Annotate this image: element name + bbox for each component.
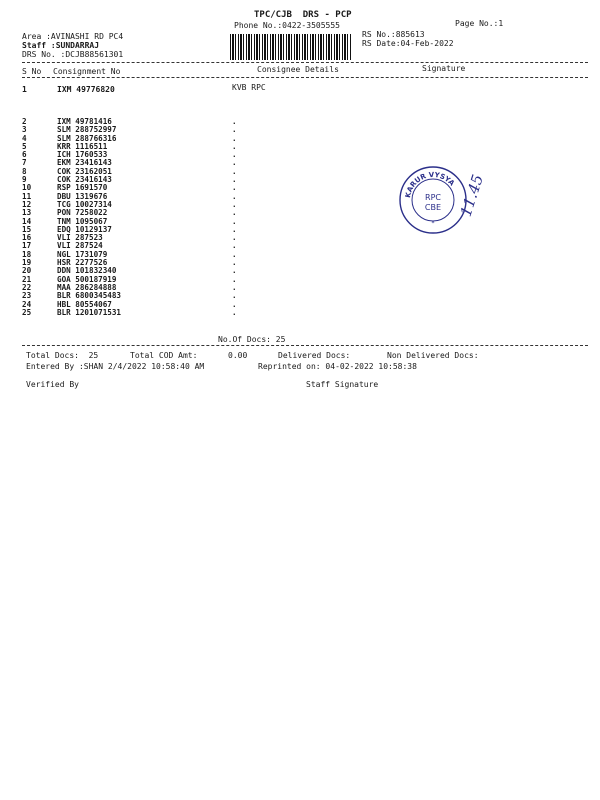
row-sno: 25 <box>22 307 32 317</box>
rs-date: RS Date:04-Feb-2022 <box>362 39 454 48</box>
row-consignment: BLR 6800345483 <box>57 291 122 301</box>
row-sno: 23 <box>22 291 32 301</box>
drs-number: DRS No. :DCJB88561301 <box>22 50 124 59</box>
row-consignment: RSP 1691570 <box>57 183 108 193</box>
row-sno: 8 <box>22 166 27 176</box>
row-sno: 11 <box>22 191 32 201</box>
row-consignment: VLI 287523 <box>57 233 103 243</box>
row-sno: 17 <box>22 241 32 251</box>
row-consignment: SLM 288752997 <box>57 125 117 135</box>
stamp-middle-2: CBE <box>424 203 442 212</box>
row-sno: 12 <box>22 199 32 209</box>
row-sno: 14 <box>22 216 32 226</box>
row-sno: 6 <box>22 150 27 160</box>
row-sno: 16 <box>22 233 32 243</box>
row-consignment: IXM 49781416 <box>57 117 112 126</box>
no-of-docs: No.Of Docs: 25 <box>218 335 286 344</box>
verified-by: Verified By <box>26 380 79 389</box>
row-dot: . <box>232 133 237 143</box>
row-dot: . <box>232 141 237 151</box>
row-dot: . <box>232 241 237 251</box>
non-delivered-docs: Non Delivered Docs: <box>387 351 479 360</box>
footer-divider <box>22 345 588 346</box>
row-dot: . <box>232 291 237 301</box>
row-sno: 9 <box>22 175 27 185</box>
row-consignment: NGL 1731079 <box>57 249 108 259</box>
row-dot: . <box>232 208 237 218</box>
row-consignment: PON 7258022 <box>57 208 108 218</box>
row-consignment: TNM 1095067 <box>57 216 108 226</box>
row-dot: . <box>232 216 237 226</box>
row-consignment: BLR 1201071531 <box>57 307 122 317</box>
row-1-consignment: IXM 49776820 <box>57 85 115 94</box>
rs-number: RS No.:885613 <box>362 30 425 39</box>
reprinted-on: Reprinted on: 04-02-2022 10:58:38 <box>258 362 417 371</box>
row-consignment: EKM 23416143 <box>57 158 112 168</box>
row-dot: . <box>232 282 237 292</box>
handwritten-time-text: 11.45 <box>456 172 488 219</box>
header-divider-bottom <box>22 77 588 78</box>
staff-label: Staff :SUNDARRAJ <box>22 41 100 50</box>
row-sno: 18 <box>22 249 32 259</box>
page-number: Page No.:1 <box>455 19 504 28</box>
row-dot: . <box>232 224 237 234</box>
row-dot: . <box>232 199 237 209</box>
row-dot: . <box>232 299 237 309</box>
row-sno: 24 <box>22 299 32 309</box>
row-sno: 4 <box>22 133 27 143</box>
row-consignment: COK 23416143 <box>57 175 112 185</box>
row-dot: . <box>232 175 237 185</box>
row-sno: 7 <box>22 158 27 168</box>
row-dot: . <box>232 166 237 176</box>
row-consignment: DBU 1319676 <box>57 191 108 201</box>
row-sno: 10 <box>22 183 32 193</box>
row-dot: . <box>232 183 237 193</box>
row-dot: . <box>232 191 237 201</box>
row-1-consignee: KVB RPC <box>232 83 266 92</box>
row-consignment: VLI 287524 <box>57 241 103 251</box>
row-dot: . <box>232 307 237 317</box>
row-1-sno: 1 <box>22 85 27 94</box>
row-consignment: MAA 286284888 <box>57 282 117 292</box>
row-dot: . <box>232 158 237 168</box>
row-sno: 19 <box>22 258 32 268</box>
row-dot: . <box>232 150 237 160</box>
row-consignment: TCG 10027314 <box>57 199 112 209</box>
row-sno: 20 <box>22 266 32 276</box>
row-consignment: EDQ 10129137 <box>57 224 112 234</box>
row-dot: . <box>232 274 237 284</box>
consignment-list <box>22 118 282 317</box>
row-consignment: COK 23162051 <box>57 166 112 176</box>
row-consignment: HSR 2277526 <box>57 258 108 268</box>
column-signature: Signature <box>422 64 466 73</box>
row-sno: 15 <box>22 224 32 234</box>
total-cod-value: 0.00 <box>228 351 248 360</box>
handwritten-time <box>456 172 498 236</box>
delivered-docs: Delivered Docs: <box>278 351 351 360</box>
row-dot: . <box>232 266 237 276</box>
table-row <box>22 309 282 317</box>
stamp-star-icon: * <box>431 220 435 227</box>
row-dot: . <box>232 258 237 268</box>
column-consignment: Consignment No <box>53 67 121 76</box>
row-dot: . <box>232 249 237 259</box>
row-consignment: GOA 500187919 <box>57 274 117 284</box>
row-consignment: ICH 1760533 <box>57 150 108 160</box>
row-dot: . <box>232 117 237 126</box>
column-sno: S No <box>22 67 42 76</box>
row-dot: . <box>232 233 237 243</box>
row-sno: 3 <box>22 125 27 135</box>
row-dot: . <box>232 125 237 135</box>
entered-by: Entered By :SHAN 2/4/2022 10:58:40 AM <box>26 362 205 371</box>
row-consignment: DDN 101832340 <box>57 266 117 276</box>
row-consignment: HBL 80554067 <box>57 299 112 309</box>
phone-number: Phone No.:0422-3505555 <box>234 21 340 30</box>
header-divider-top <box>22 62 588 63</box>
row-sno: 22 <box>22 282 32 292</box>
column-consignee: Consignee Details <box>257 65 339 74</box>
row-sno: 21 <box>22 274 32 284</box>
total-cod-label: Total COD Amt: <box>130 351 198 360</box>
row-sno: 13 <box>22 208 32 218</box>
bank-stamp <box>398 165 468 235</box>
row-sno: 2 <box>22 117 27 126</box>
area-label: Area :AVINASHI RD PC4 <box>22 32 124 41</box>
staff-signature: Staff Signature <box>306 380 379 389</box>
total-docs: Total Docs: 25 <box>26 351 99 360</box>
row-consignment: SLM 288766316 <box>57 133 117 143</box>
stamp-middle-1: RPC <box>425 193 441 202</box>
stamp-top-text: KARUR VYSYA <box>404 170 456 199</box>
document-title: TPC/CJB DRS - PCP <box>254 10 352 20</box>
barcode <box>230 34 352 60</box>
row-sno: 5 <box>22 141 27 151</box>
row-consignment: KRR 1116511 <box>57 141 108 151</box>
